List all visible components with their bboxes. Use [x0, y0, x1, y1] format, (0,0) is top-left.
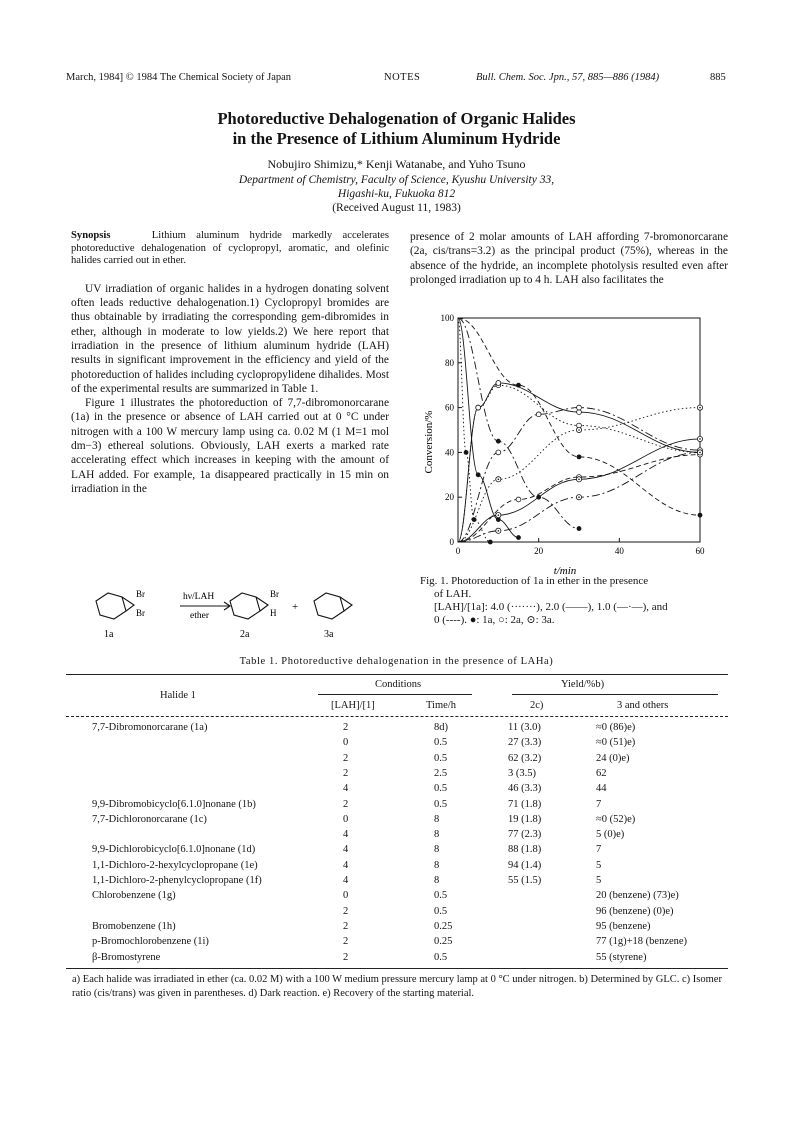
cell-halide: Bromobenzene (1h)	[92, 920, 176, 932]
cell-yield-3: 44	[596, 783, 607, 795]
cell-yield-3: 7	[596, 798, 602, 810]
cell-yield-3: 96 (benzene) (0)e)	[596, 905, 674, 917]
cell-ratio: 0	[343, 890, 349, 902]
table-footnote: a) Each halide was irradiated in ether (ca. 0.02 M) with a 100 W medium pressure mercury lamp at 0 °C under nitrogen. b) Determined by GLC. c) Isomer ratio (cis/trans) was given in parentheses. d) Dark reaction. e) Recovery of the starting material.	[72, 974, 722, 999]
cyclohexane-ring-1a	[96, 593, 126, 619]
header-left: March, 1984] © 1984 The Chemical Society of Japan	[66, 72, 292, 83]
bromine-label-2: Br	[136, 608, 145, 618]
data-point-1a	[516, 535, 521, 540]
article-title-line2: in the Presence of Lithium Aluminum Hydride	[232, 129, 561, 148]
cell-yield-2: 11 (3.0)	[508, 722, 541, 733]
data-point-1a	[536, 495, 541, 500]
received-date: (Received August 11, 1983)	[332, 202, 461, 214]
affiliation-line1: Department of Chemistry, Faculty of Science, Kyushu University 33,	[238, 174, 555, 186]
solvent-label: ether	[190, 611, 209, 621]
cell-ratio: 2	[343, 951, 349, 963]
cell-yield-2: 3 (3.5)	[508, 767, 536, 779]
header-center: NOTES	[384, 72, 421, 83]
synopsis-text: Lithium aluminum hydride markedly accelerates photoreductive dehalogenation of cyclopropyl, aromatic, and olefinic halides carried out in ether.	[71, 230, 389, 267]
table-top-rule	[66, 674, 728, 675]
cell-yield-3: 5 (0)e)	[596, 829, 625, 841]
data-point-1a	[577, 454, 582, 459]
header-ratio: [LAH]/[1]	[331, 700, 375, 711]
data-point-2a	[577, 405, 582, 410]
caption-line4: 0 (----). ●: 1a, ○: 2a, ⊙: 3a.	[434, 614, 555, 626]
data-point-3a-center	[699, 452, 701, 454]
data-point-3a-center	[498, 530, 500, 532]
cell-time: 8	[434, 813, 440, 825]
data-point-3a-center	[578, 478, 580, 480]
cell-ratio: 4	[343, 844, 349, 856]
cell-time: 8d)	[434, 722, 448, 733]
series-line	[458, 318, 490, 542]
plus-sign: +	[292, 601, 299, 613]
chart-ticks	[441, 313, 706, 556]
header-product-2: 2c)	[530, 700, 544, 711]
cyclohexane-ring-2a	[230, 593, 260, 619]
data-point-2a	[496, 450, 501, 455]
caption-line1: Fig. 1. Photoreduction of 1a in ether in the presence	[420, 575, 649, 587]
cell-yield-2: 55 (1.5)	[508, 875, 542, 886]
y-axis-label: Conversion/%	[423, 410, 435, 474]
cell-yield-2: 94 (1.4)	[508, 859, 542, 871]
caption-line3: [LAH]/[1a]: 4.0 (·······), 2.0 (——), 1.0 (—·—), and	[434, 601, 668, 613]
cell-time: 8	[434, 859, 440, 871]
cell-yield-3: 55 (styrene)	[596, 951, 647, 963]
authors: Nobujiro Shimizu,* Kenji Watanabe, and Yuho Tsuno	[267, 157, 526, 171]
data-point-1a	[698, 513, 703, 518]
cell-halide: 9,9-Dibromobicyclo[6.1.0]nonane (1b)	[92, 798, 256, 810]
series-line	[458, 318, 700, 515]
cell-halide: 7,7-Dibromonorcarane (1a)	[92, 722, 208, 733]
cell-yield-3: ≈0 (51)e)	[596, 737, 636, 749]
cell-time: 0.5	[434, 783, 448, 795]
header-citation: Bull. Chem. Soc. Jpn., 57, 885—886 (1984)	[476, 72, 660, 83]
y-tick-label: 0	[449, 537, 454, 547]
cell-yield-2: 77 (2.3)	[508, 829, 542, 841]
cell-ratio: 2	[343, 798, 349, 810]
cell-yield-2: 71 (1.8)	[508, 798, 542, 810]
header-conditions: Conditions	[375, 679, 422, 690]
header-product-3: 3 and others	[617, 700, 669, 711]
cell-ratio: 4	[343, 859, 349, 871]
y-tick-label: 80	[445, 357, 454, 368]
conditions-rule	[318, 694, 472, 695]
cell-time: 0.25	[434, 920, 453, 932]
data-point-3a-center	[699, 438, 701, 440]
x-tick-label: 60	[695, 546, 705, 556]
cell-yield-3: 95 (benzene)	[596, 920, 651, 932]
cell-time: 0.5	[434, 890, 448, 902]
right-column	[410, 230, 728, 287]
cell-ratio: 2	[343, 752, 349, 764]
cell-yield-3: 7	[596, 844, 602, 856]
cell-yield-3: 5	[596, 875, 602, 886]
cell-ratio: 2	[343, 767, 349, 779]
cell-yield-3: 62	[596, 767, 607, 779]
data-point-2a	[476, 405, 481, 410]
paragraph-2: Figure 1 illustrates the photoreduction of 7,7-dibromonorcarane (1a) in the presence or absence of LAH carried out at 0 °C under nitrogen with a 100 W mercury lamp using ca. 0.02 M (1 M=1 mol dm−3) ethereal solutions. Obviously, LAH exerts a marked rate accelerating effect which increases in keeping with the amount of LAH added. For example, 1a disappeared practically in 15 min on irradiation in the	[71, 397, 389, 495]
cell-yield-3: ≈0 (86)e)	[596, 722, 636, 733]
data-point-3a-center	[578, 496, 580, 498]
data-point-3a-center	[498, 478, 500, 480]
cell-yield-2: 62 (3.2)	[508, 752, 542, 764]
data-point-1a	[577, 526, 582, 531]
reagent-label: hν/LAH	[183, 592, 215, 602]
paragraph-1: UV irradiation of organic halides in a hydrogen donating solvent often leads reductive dehalogenation.1) Cyclopropyl bromides are thus obtainable by irradiating the corresponding gem-dibromides in ether, although in moderate to low yields.2) We here report that irradiation in the presence of lithium aluminum hydride (LAH) results in significant improvement in the efficiency and yield of the photoreduction of halides including cyclopropylidene dihalides. Most of the experimental results are summarized in Table 1.	[71, 282, 389, 395]
cell-yield-3: 20 (benzene) (73)e)	[596, 890, 679, 902]
article-title-line1: Photoreductive Dehalogenation of Organic Halides	[217, 109, 576, 128]
data-point-2a	[536, 412, 541, 417]
compound-2a-label: 2a	[240, 629, 250, 640]
cell-halide: β-Bromostyrene	[92, 951, 161, 963]
cell-time: 0.5	[434, 951, 448, 963]
cell-time: 8	[434, 844, 440, 856]
chart-points	[464, 381, 703, 545]
table-title: Table 1. Photoreductive dehalogenation in the presence of LAHa)	[239, 656, 554, 667]
data-point-3a-center	[699, 407, 701, 409]
table-bottom-rule	[66, 968, 728, 969]
cell-time: 0.5	[434, 905, 448, 917]
cell-halide: 1,1-Dichloro-2-hexylcyclopropane (1e)	[92, 859, 258, 871]
y-tick-label: 40	[445, 447, 454, 458]
cell-ratio: 2	[343, 722, 349, 733]
cell-yield-3: ≈0 (52)e)	[596, 813, 636, 825]
cell-time: 0.5	[434, 798, 448, 810]
data-point-1a	[464, 450, 469, 455]
affiliation-line2: Higashi-ku, Fukuoka 812	[337, 188, 456, 200]
cell-yield-2: 88 (1.8)	[508, 844, 542, 856]
cell-ratio: 0	[343, 737, 349, 749]
cell-yield-3: 77 (1g)+18 (benzene)	[596, 936, 688, 948]
cell-yield-2: 46 (3.3)	[508, 783, 542, 795]
cell-halide: p-Bromochlorobenzene (1i)	[92, 936, 209, 948]
header-page-number: 885	[710, 72, 726, 83]
cell-time: 0.25	[434, 936, 453, 948]
cell-ratio: 4	[343, 875, 349, 886]
cell-ratio: 2	[343, 920, 349, 932]
x-tick-label: 20	[534, 546, 544, 556]
cell-time: 2.5	[434, 767, 448, 779]
data-point-3a-center	[498, 514, 500, 516]
header-time: Time/h	[426, 700, 456, 711]
data-point-1a	[488, 540, 493, 545]
data-point-3a-center	[578, 429, 580, 431]
header-yield: Yield/%b)	[561, 679, 605, 690]
data-point-2a	[516, 497, 521, 502]
cell-ratio: 2	[343, 936, 349, 948]
data-point-1a	[516, 383, 521, 388]
synopsis	[71, 230, 389, 268]
yield-rule	[512, 694, 718, 695]
table-header-rule	[66, 716, 728, 717]
cyclohexane-ring-3a	[314, 593, 344, 619]
bromine-label-3: Br	[270, 589, 279, 599]
synopsis-label: Synopsis	[71, 230, 111, 241]
cell-halide: Chlorobenzene (1g)	[92, 890, 176, 902]
reaction-scheme	[80, 575, 400, 655]
x-tick-label: 0	[455, 546, 461, 556]
cell-yield-3: 24 (0)e)	[596, 752, 630, 764]
cell-time: 8	[434, 829, 440, 841]
compound-1a-label: 1a	[104, 629, 114, 640]
series-line	[458, 318, 519, 538]
data-point-1a	[472, 517, 477, 522]
cell-yield-2: 19 (1.8)	[508, 813, 542, 825]
cell-ratio: 4	[343, 783, 349, 795]
x-tick-label: 40	[614, 546, 624, 556]
cell-yield-2: 27 (3.3)	[508, 737, 542, 749]
cell-halide: 1,1-Dichloro-2-phenylcyclopropane (1f)	[92, 875, 262, 886]
bromine-label-1: Br	[136, 589, 145, 599]
cell-halide: 7,7-Dichloronorcarane (1c)	[92, 813, 207, 825]
cell-time: 8	[434, 875, 440, 886]
cell-ratio: 2	[343, 905, 349, 917]
cell-yield-3: 5	[596, 859, 602, 871]
data-point-2a	[496, 381, 501, 386]
y-tick-label: 100	[440, 313, 454, 323]
hydrogen-label: H	[270, 608, 277, 618]
cell-halide: 9,9-Dichlorobicyclo[6.1.0]nonane (1d)	[92, 844, 256, 856]
caption-line2: of LAH.	[434, 588, 472, 600]
y-tick-label: 20	[445, 492, 454, 503]
figure-1-chart	[410, 304, 730, 579]
data-point-1a	[476, 472, 481, 477]
cell-ratio: 4	[343, 829, 349, 841]
figure-caption	[420, 575, 668, 627]
cell-time: 0.5	[434, 752, 448, 764]
cell-ratio: 0	[343, 813, 349, 825]
y-tick-label: 60	[445, 402, 454, 413]
x-axis-label: t/min	[553, 565, 577, 577]
data-point-1a	[496, 439, 501, 444]
header-halide: Halide 1	[160, 690, 196, 701]
left-column	[71, 230, 389, 496]
right-paragraph-1: presence of 2 molar amounts of LAH affording 7-bromonorcarane (2a, cis/trans=3.2) as the principal product (75%), whereas in the absence of the hydride, an incomplete photolysis resulted even after prolonged irradiation up to 4 h. LAH also facilitates the	[410, 231, 728, 286]
cell-time: 0.5	[434, 737, 448, 749]
compound-3a-label: 3a	[324, 629, 334, 640]
